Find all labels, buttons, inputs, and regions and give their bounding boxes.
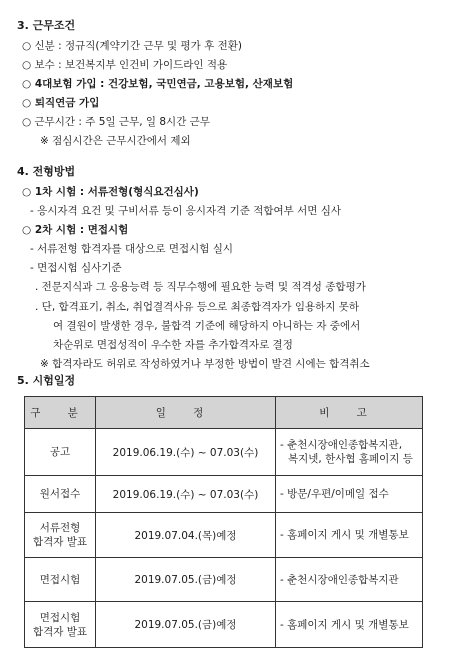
interview-criteria-label: - 면접시험 심사기준 xyxy=(30,262,122,274)
row-label: 원서접수 xyxy=(25,476,96,513)
row-date: 2019.07.04.(목)예정 xyxy=(96,513,276,558)
row-label: 면접시험 xyxy=(25,558,96,602)
first-exam-desc: - 응시자격 요건 및 구비서류 등이 응시자격 기준 적합여부 서면 심사 xyxy=(30,205,342,217)
first-exam-title: ○ 1차 시험 : 서류전형(형식요건심사) xyxy=(22,186,199,198)
header-category: 구 분 xyxy=(25,397,96,429)
row-note: - 방문/우편/이메일 접수 xyxy=(276,476,423,513)
criteria-item-1: . 전문지식과 그 응용능력 등 직무수행에 필요한 능력 및 적격성 종합평가 xyxy=(35,281,366,293)
condition-status: ○ 신분 : 정규직(계약기간 근무 및 평가 후 전환) xyxy=(22,40,243,52)
table-row xyxy=(25,429,423,476)
table-row xyxy=(25,558,423,602)
row-date: 2019.06.19.(수) ~ 07.03(수) xyxy=(96,476,276,513)
section3-title: 3. 근무조건 xyxy=(17,19,76,32)
table-row xyxy=(25,513,423,558)
schedule-table xyxy=(24,396,423,648)
row-note-line2: 복지넷, 한사협 홈페이지 등 xyxy=(288,453,413,465)
table-header-row xyxy=(25,397,423,429)
row-label-line1: 면접시험 xyxy=(39,611,81,624)
condition-hours: ○ 근무시간 : 주 5일 근무, 일 8시간 근무 xyxy=(22,116,210,128)
header-schedule: 일 정 xyxy=(96,397,276,429)
row-label-line1: 서류전형 xyxy=(39,522,81,534)
row-label-line2: 합격자 발표 xyxy=(32,536,88,548)
row-note: - 홈페이지 게시 및 개별통보 xyxy=(276,513,423,558)
row-note: - 춘천시장애인종합복지관 xyxy=(276,558,423,602)
criteria-item-2-cont: 여 결원이 발생한 경우, 불합격 기준에 해당하지 아니하는 자 중에서 xyxy=(53,320,361,332)
row-note xyxy=(276,429,423,476)
row-note: - 홈페이지 게시 및 개별통보 xyxy=(276,602,423,648)
second-exam-desc: - 서류전형 합격자를 대상으로 면접시험 실시 xyxy=(30,243,234,255)
row-label-line2: 합격자 발표 xyxy=(32,625,88,638)
condition-pay: ○ 보수 : 보건복지부 인건비 가이드라인 적용 xyxy=(22,59,228,71)
row-date: 2019.06.19.(수) ~ 07.03(수) xyxy=(96,429,276,476)
table-row xyxy=(25,476,423,513)
second-exam-title: ○ 2차 시험 : 면접시험 xyxy=(22,224,129,236)
row-label xyxy=(25,602,96,648)
section5-title: 5. 시험일정 xyxy=(17,374,76,387)
table-row xyxy=(25,602,423,648)
row-note-line1: - 춘천시장애인종합복지관, xyxy=(280,439,403,451)
fraud-warning: ※ 합격자라도 허위로 작성하였거나 부정한 방법이 발견 시에는 합격취소 xyxy=(40,358,370,370)
criteria-item-2-cont2: 차순위로 면접성적이 우수한 자를 추가합격자로 결정 xyxy=(53,339,293,351)
row-date: 2019.07.05.(금)예정 xyxy=(96,558,276,602)
row-label xyxy=(25,513,96,558)
criteria-item-2: . 단, 합격표기, 취소, 취업결격사유 등으로 최종합격자가 임용하지 못하 xyxy=(35,301,360,313)
condition-insurance: ○ 4대보험 가입 : 건강보험, 국민연금, 고용보험, 산재보험 xyxy=(22,78,294,90)
row-label: 공고 xyxy=(25,429,96,476)
section4-title: 4. 전형방법 xyxy=(17,165,76,178)
header-remarks: 비 고 xyxy=(276,397,423,429)
condition-pension: ○ 퇴직연금 가입 xyxy=(22,97,100,109)
lunch-note: ※ 점심시간은 근무시간에서 제외 xyxy=(40,135,191,147)
row-date: 2019.07.05.(금)예정 xyxy=(96,602,276,648)
